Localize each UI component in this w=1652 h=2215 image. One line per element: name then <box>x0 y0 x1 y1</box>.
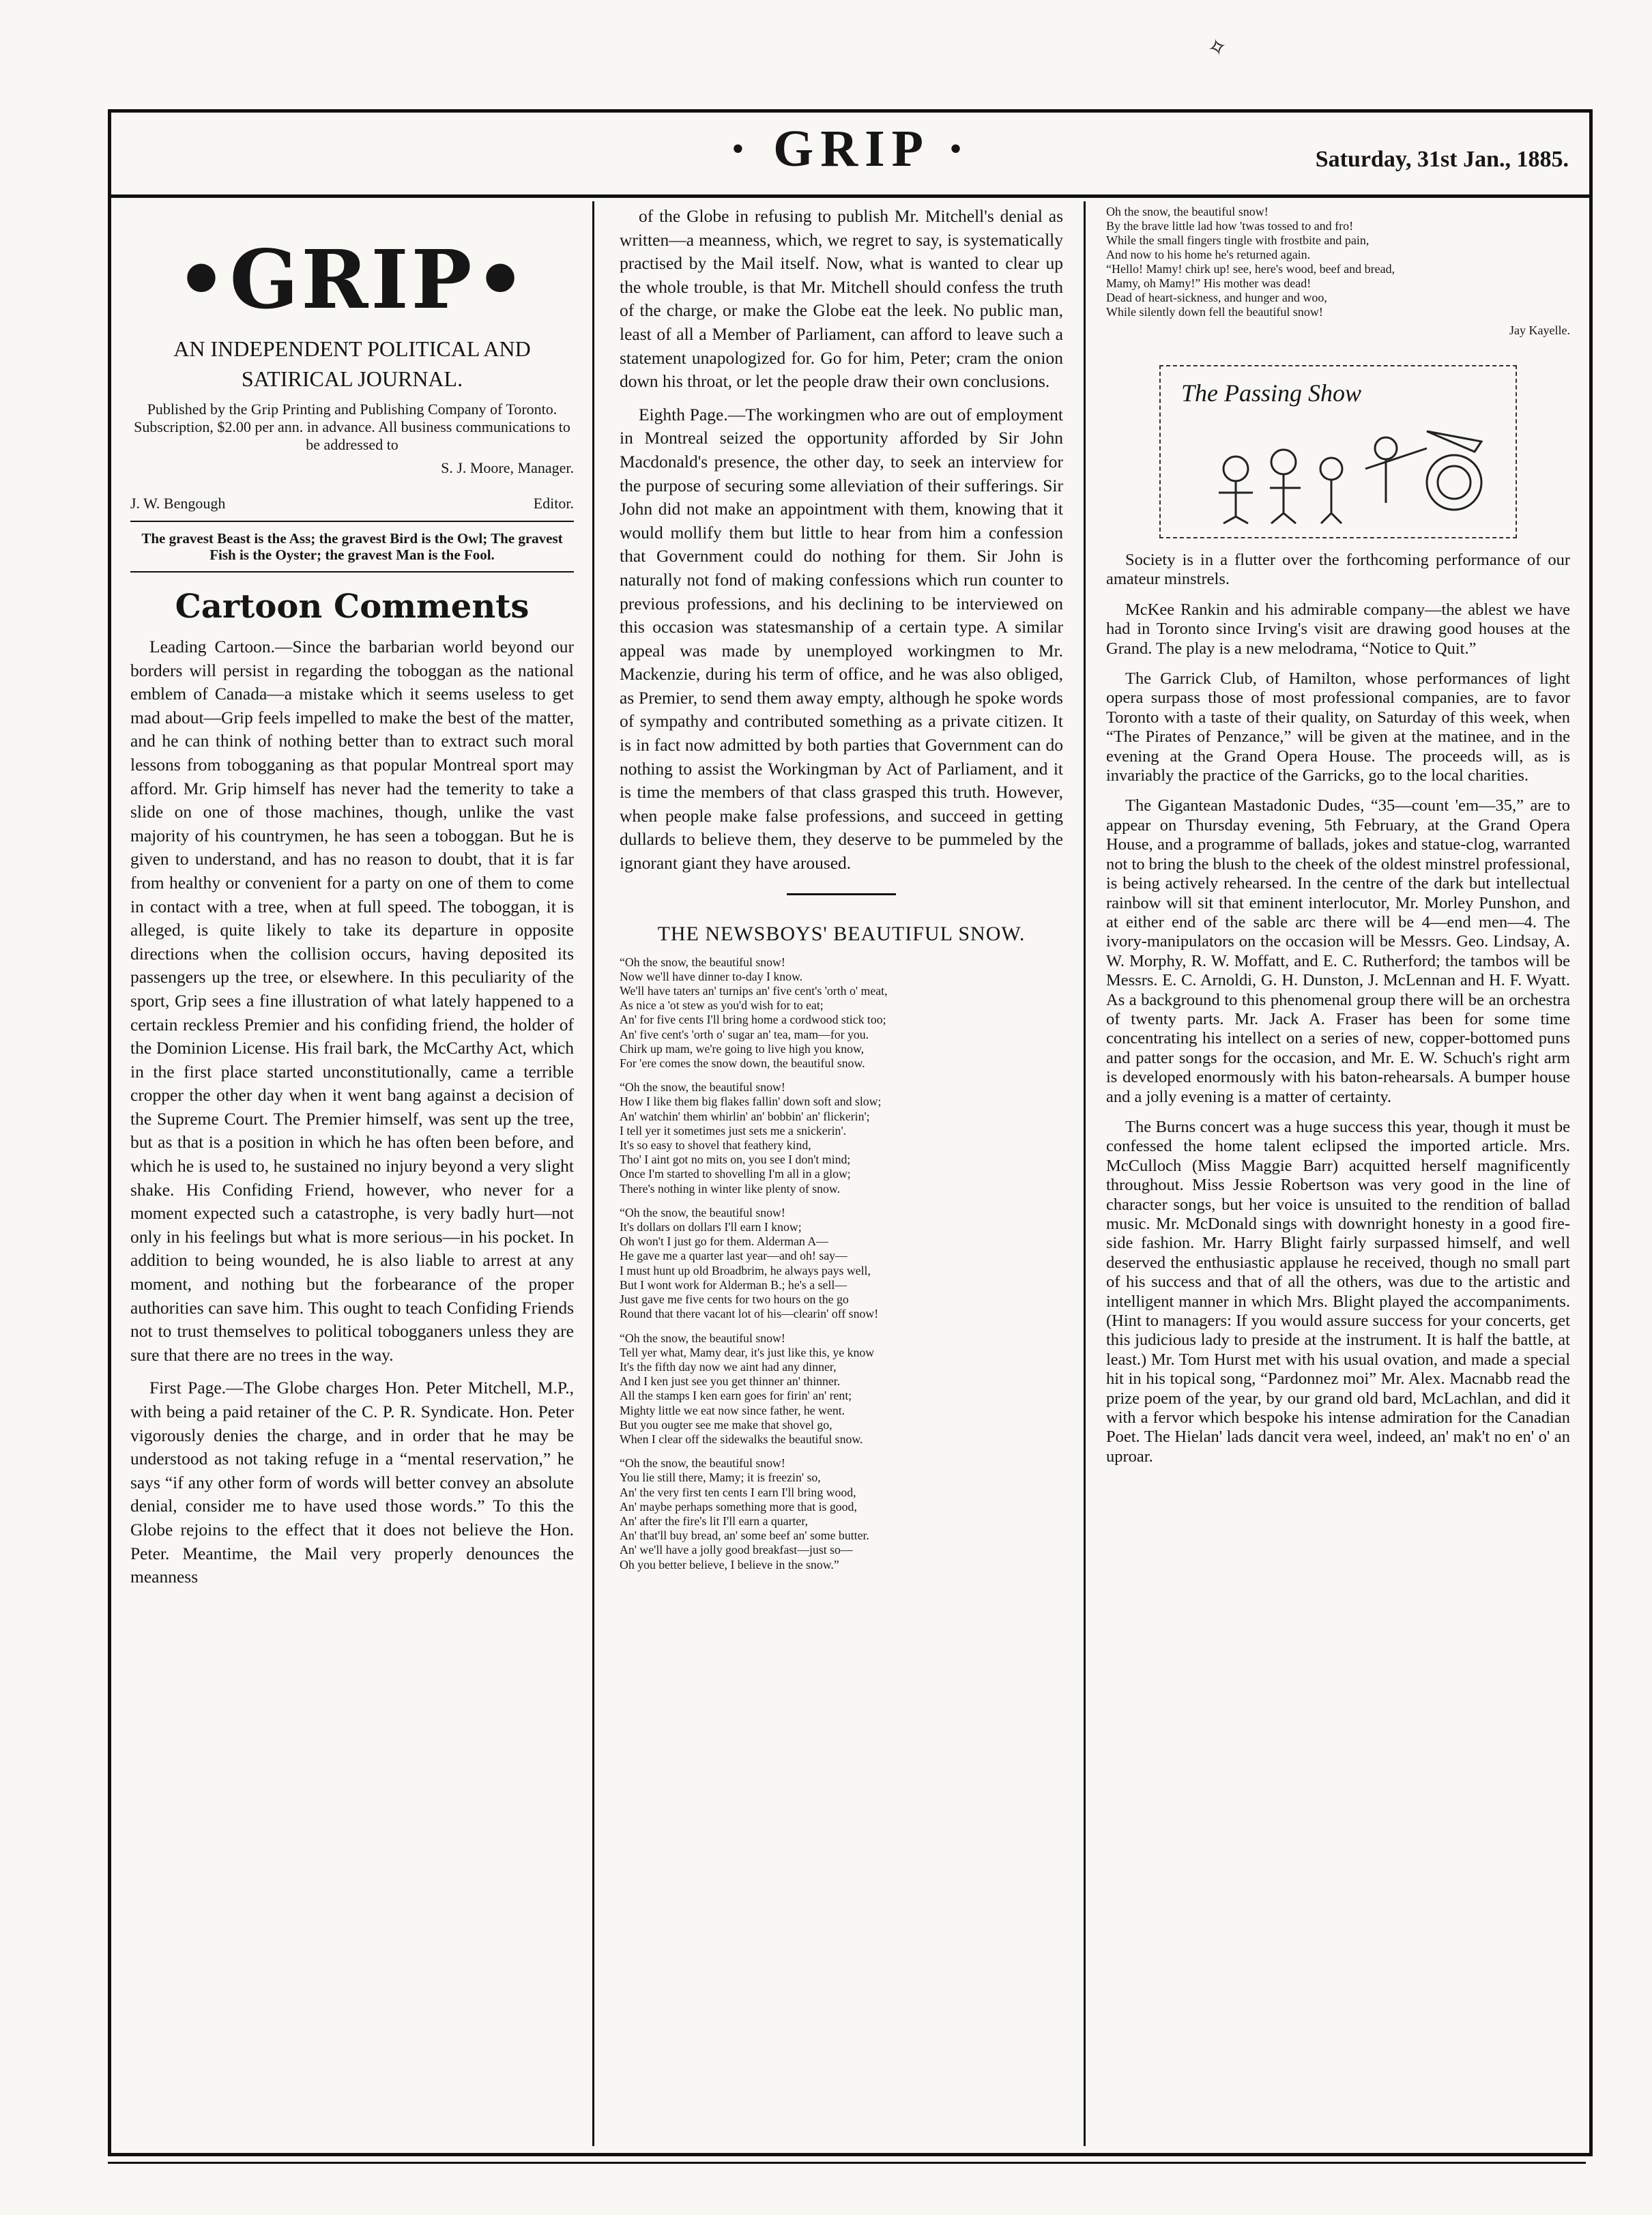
column-3 <box>1106 205 1570 1477</box>
divider <box>130 571 574 573</box>
poem-stanza: “Oh the snow, the beautiful snow! Tell yer what, Mamy dear, it's just like this, ye know It's the fifth day now we aint had any dinner, And I ken just see you get thinner an' thinner. All the stamps I ken earn goes for firin' an' rent; Mighty little we eat now since father, he went. But you ougter see me make that shovel go, When I clear off the sidewalks the beautiful snow. <box>620 1331 875 1446</box>
subtitle-line-2: SATIRICAL JOURNAL. <box>241 366 463 391</box>
passing-show-sketch <box>1159 365 1517 538</box>
column-1 <box>130 205 574 1599</box>
poem-stanza: “Oh the snow, the beautiful snow! You lie still there, Mamy; it is freezin' so, An' the very first ten cents I earn I'll bring wood, An' maybe perhaps something more that is good, An' after the fire's lit I'll earn a quarter, An' that'll buy bread, an' some beef an' some butter. An' we'll have a jolly good breakfast—just so— Oh you better believe, I believe in the snow.” <box>620 1456 869 1572</box>
poem-stanza: “Oh the snow, the beautiful snow! How I like them big flakes fallin' down soft and slow; An' watchin' them whirlin' an' bobbin' an' flickerin'; I tell yer it sometimes just sets me a snickerin'. It's so easy to shovel that feathery kind, Tho' I aint got no mits on, you see I don't mind; Once I'm started to shovelling I'm all in a glow; There's nothing in winter like plenty of snow. <box>620 1080 882 1196</box>
editor-role: Editor. <box>533 495 574 512</box>
first-page-paragraph: First Page.—The Globe charges Hon. Peter Mitchell, M.P., with being a paid retainer of the C. P. R. Syndicate. Hon. Peter vigorously denies the charge, and in order that he may be understood as not taking refuge in a “mental reservation,” he says “if any other form of words will better convey an absolute denial, consider me to have used those words.” To this the Globe rejoins to the effect that it does not believe the Hon. Peter. Meantime, the Mail very properly denounces the meanness <box>130 1378 574 1587</box>
globe-paragraph: of the Globe in refusing to publish Mr. Mitchell's denial as written—a meanness, which, we regret to say, is systematically practised by the Mail itself. Now, what is wanted to clear up the whole trouble, is that Mr. Mitchell should confess the truth of the charge, or make the Globe eat the leek. No public man, least of all a Member of Parliament, can afford to leave such a statement unapologized for. Go for him, Peter; cram the onion down his throat, or let the people draw their own conclusions. <box>620 206 1063 392</box>
news-item: The Burns concert was a huge success this year, though it must be confessed the home talent eclipsed the imported article. Mrs. McCulloch (Miss Maggie Barr) acquitted herself magnificently throughout. Miss Jessie Robertson was very good in the line of character songs, but her voice is unsuited to the rendition of ballad music. Mr. McDonald sings with downright honesty in a good fire-side fashion. Mr. Harry Blight fairly surpassed himself, and well deserved the enthusiastic applause he received, though no small part of his success and that of all the others, was due to the artistic and intelligent manner in which Mrs. Blight played the accompaniments. (Hint to managers: If you would assure success for your concerts, get this judicious lady to preside at the instrument. It is half the battle, at least.) Mr. Tom Hurst met with his usual ovation, and made a special hit in his topical song, “Pardonnez moi” Mr. Alex. Macnabb read the prize poem of the year, by our grand old bard, McLachlan, and did it with a fervor which bespoke his intense admiration for the Canadian Poet. The Hielan' lads dancit vera weel, indeed, an' mak't no en' o' an uproar. <box>1106 1117 1570 1466</box>
divider <box>787 893 896 895</box>
brand-title: •GRIP• <box>175 232 529 327</box>
minstrel-sketch-illustration <box>1161 366 1516 537</box>
manager-line: S. J. Moore, Manager. <box>441 459 574 476</box>
editor-name: J. W. Bengough <box>130 495 226 512</box>
editor-line <box>130 495 574 512</box>
page-frame <box>108 109 1593 2156</box>
poem-stanza: “Oh the snow, the beautiful snow! It's dollars on dollars I'll earn I know; Oh won't I just go for them. Alderman A— He gave me a quarter last year—and oh! say— I must hunt up old Broadbrim, he always pays well, But I wont work for Alderman B.; he's a sell— Just gave me five cents for two hours on the go Round that there vacant lot of his—clearin' off snow! <box>620 1205 879 1321</box>
poem-author: Jay Kayelle. <box>1509 323 1570 337</box>
ink-mark: ✧ <box>1204 33 1230 63</box>
news-item: Society is in a flutter over the forthcoming performance of our amateur minstrels. <box>1106 551 1570 589</box>
dateline: Saturday, 31st Jan., 1885. <box>1315 147 1569 172</box>
section-title: Cartoon Comments <box>175 588 530 626</box>
bottom-rule <box>108 2162 1586 2164</box>
news-item: The Gigantean Mastadonic Dudes, “35—count 'em—35,” are to appear on Thursday evening, 5th February, at the Grand Opera House, and a programme of ballads, jokes and statue-clog, warranted not to bring the blush to the cheek of the oldest minstrel professional, is being actively rehearsed. In the centre of the dark but intellectual rainbow will sit that eminent interlocutor, Mr. Morley Punshon, and at either end of the sable arc there will be 4—end men—4. The ivory-manipulators on the occasion will be Messrs. Geo. Lindsay, A. W. Morphy, R. W. Moffatt, and E. C. Rutherford; the tambos will be Messrs. E. C. Arnoldi, G. H. Dunston, J. McLennan and H. F. Wyatt. As a background to this phenomenal group there will be an orchestra of twenty parts. Mr. Jack A. Fraser has been for some time concentrating his intellect on a series of new, copper-bottomed puns and patter songs for the occasion, and Mr. E. W. Schuch's right arm is developed enormously with his baton-rehearsals. A bumper house and a jolly evening is a matter of certainty. <box>1106 796 1570 1106</box>
publisher-note: Published by the Grip Printing and Publishing Company of Toronto. Subscription, $2.00 per ann. in advance. All business communications to be addressed to <box>134 401 570 453</box>
motto: The gravest Beast is the Ass; the gravest Bird is the Owl; The gravest Fish is the Oyster; the gravest Man is the Fool. <box>141 530 563 563</box>
column-rule-2 <box>1084 201 1086 2146</box>
news-item: McKee Rankin and his admirable company—the ablest we have had in Toronto since Irving's visit are drawing good houses at the Grand. The play is a new melodrama, “Notice to Quit.” <box>1106 600 1570 658</box>
column-rule-1 <box>592 201 594 2146</box>
sketch-caption: The Passing Show <box>1181 379 1362 407</box>
divider <box>130 521 574 522</box>
page-header <box>111 113 1589 198</box>
eighth-page-paragraph: Eighth Page.—The workingmen who are out of employment in Montreal seized the opportunity afforded by Sir John Macdonald's presence, the other day, to seek an interview for the purpose of securing some alleviation of their sufferings. Sir John did not make an appointment with them, knowing that it would mollify them but little to hear from him a confession that Government could do nothing for them. Sir John is naturally not fond of making confessions which run counter to previous professions, and his declining to be interviewed on this occasion was statesmanship of a certain type. A similar appeal was made by unemployed workingmen to Mr. Mackenzie, during his term of office, and he was also obliged, as Premier, to send them away empty, although he spoke words of sympathy and contributed something as a private citizen. It is in fact now admitted by both parties that Government can do nothing to assist the Workingman by Act of Parliament, and it is time the members of that class grasped this truth. However, when people make false professions, and succeed in getting dullards to believe them, they deserve to be pummeled by the ignorant giant they have aroused. <box>620 404 1063 873</box>
poem-stanza: “Oh the snow, the beautiful snow! Now we'll have dinner to-day I know. We'll have taters an' turnips an' five cent's 'orth o' meat, As nice a 'ot stew as you'd wish for to eat; An' for five cents I'll bring home a cordwood stick too; An' five cent's 'orth o' sugar an' tea, mam—for you. Chirk up mam, we're going to live high you know, For 'ere comes the snow down, the beautiful snow. <box>620 955 888 1071</box>
leading-cartoon-paragraph: Leading Cartoon.—Since the barbarian world beyond our borders will persist in regarding the toboggan as the national emblem of Canada—a mistake which it seems useless to get mad about—Grip feels impelled to make the best of the matter, and he can think of nothing better than to extract such moral lessons from tobogganing as that popular Montreal sport may afford. Mr. Grip himself has never had the temerity to take a slide on one of those machines, though, unlike the vast majority of his countrymen, he has seen a toboggan. But he is given to understand, and has no reason to doubt, that it is far from healthy or convenient for a party on one of them to come in contact with a tree, when at full speed. The toboggan, it is alleged, is quite likely to take its departure in opposite directions when the collision occurs, having deposited its passengers up the tree, or elsewhere. In this peculiarity of the sport, Grip sees a fine illustration of what lately happened to a certain reckless Premier and his confiding friend, the holder of the Dominion License. His frail bark, the McCarthy Act, which in the first place started unconstitutionally, came a terrible cropper the other day when it went bang against a decision of the Supreme Court. The Premier himself, was sent up the tree, but as that is a position in which he has often been before, and which he is used to, he sustained no injury beyond a very slight shake. His Confiding Friend, however, who never for a moment expected such a catastrophe, is very badly hurt—not only in his feelings but what is more serious—in his pocket. In addition to being wounded, he is also liable to arrest at any moment, and nothing but the forbearance of the proper authorities can save him. This ought to teach Confiding Friends not to trust themselves to political tobogganers unless they are sure that there are no trees in the way. <box>130 637 574 1365</box>
masthead: · GRIP · <box>729 120 972 177</box>
poem-final-stanza: Oh the snow, the beautiful snow! By the brave little lad how 'twas tossed to and fro! While the small fingers tingle with frostbite and pain, And now to his home he's returned again. “Hello! Mamy! chirk up! see, here's wood, beef and bread, Mamy, oh Mamy!” His mother was dead! Dead of heart-sickness, and hunger and woo, While silently down fell the beautiful snow! <box>1106 205 1395 319</box>
subtitle-line-1: AN INDEPENDENT POLITICAL AND <box>173 336 531 361</box>
poem-title: THE NEWSBOYS' BEAUTIFUL SNOW. <box>657 922 1026 945</box>
column-2 <box>620 205 1063 1582</box>
news-item: The Garrick Club, of Hamilton, whose performances of light opera surpass those of most professional companies, are to favor Toronto with a taste of their quality, on Saturday of this week, when “The Pirates of Penzance,” will be given at the matinee, and in the evening at the Grand Opera House. The proceeds will, as is invariably the practice of the Garricks, go to the local charities. <box>1106 669 1570 785</box>
